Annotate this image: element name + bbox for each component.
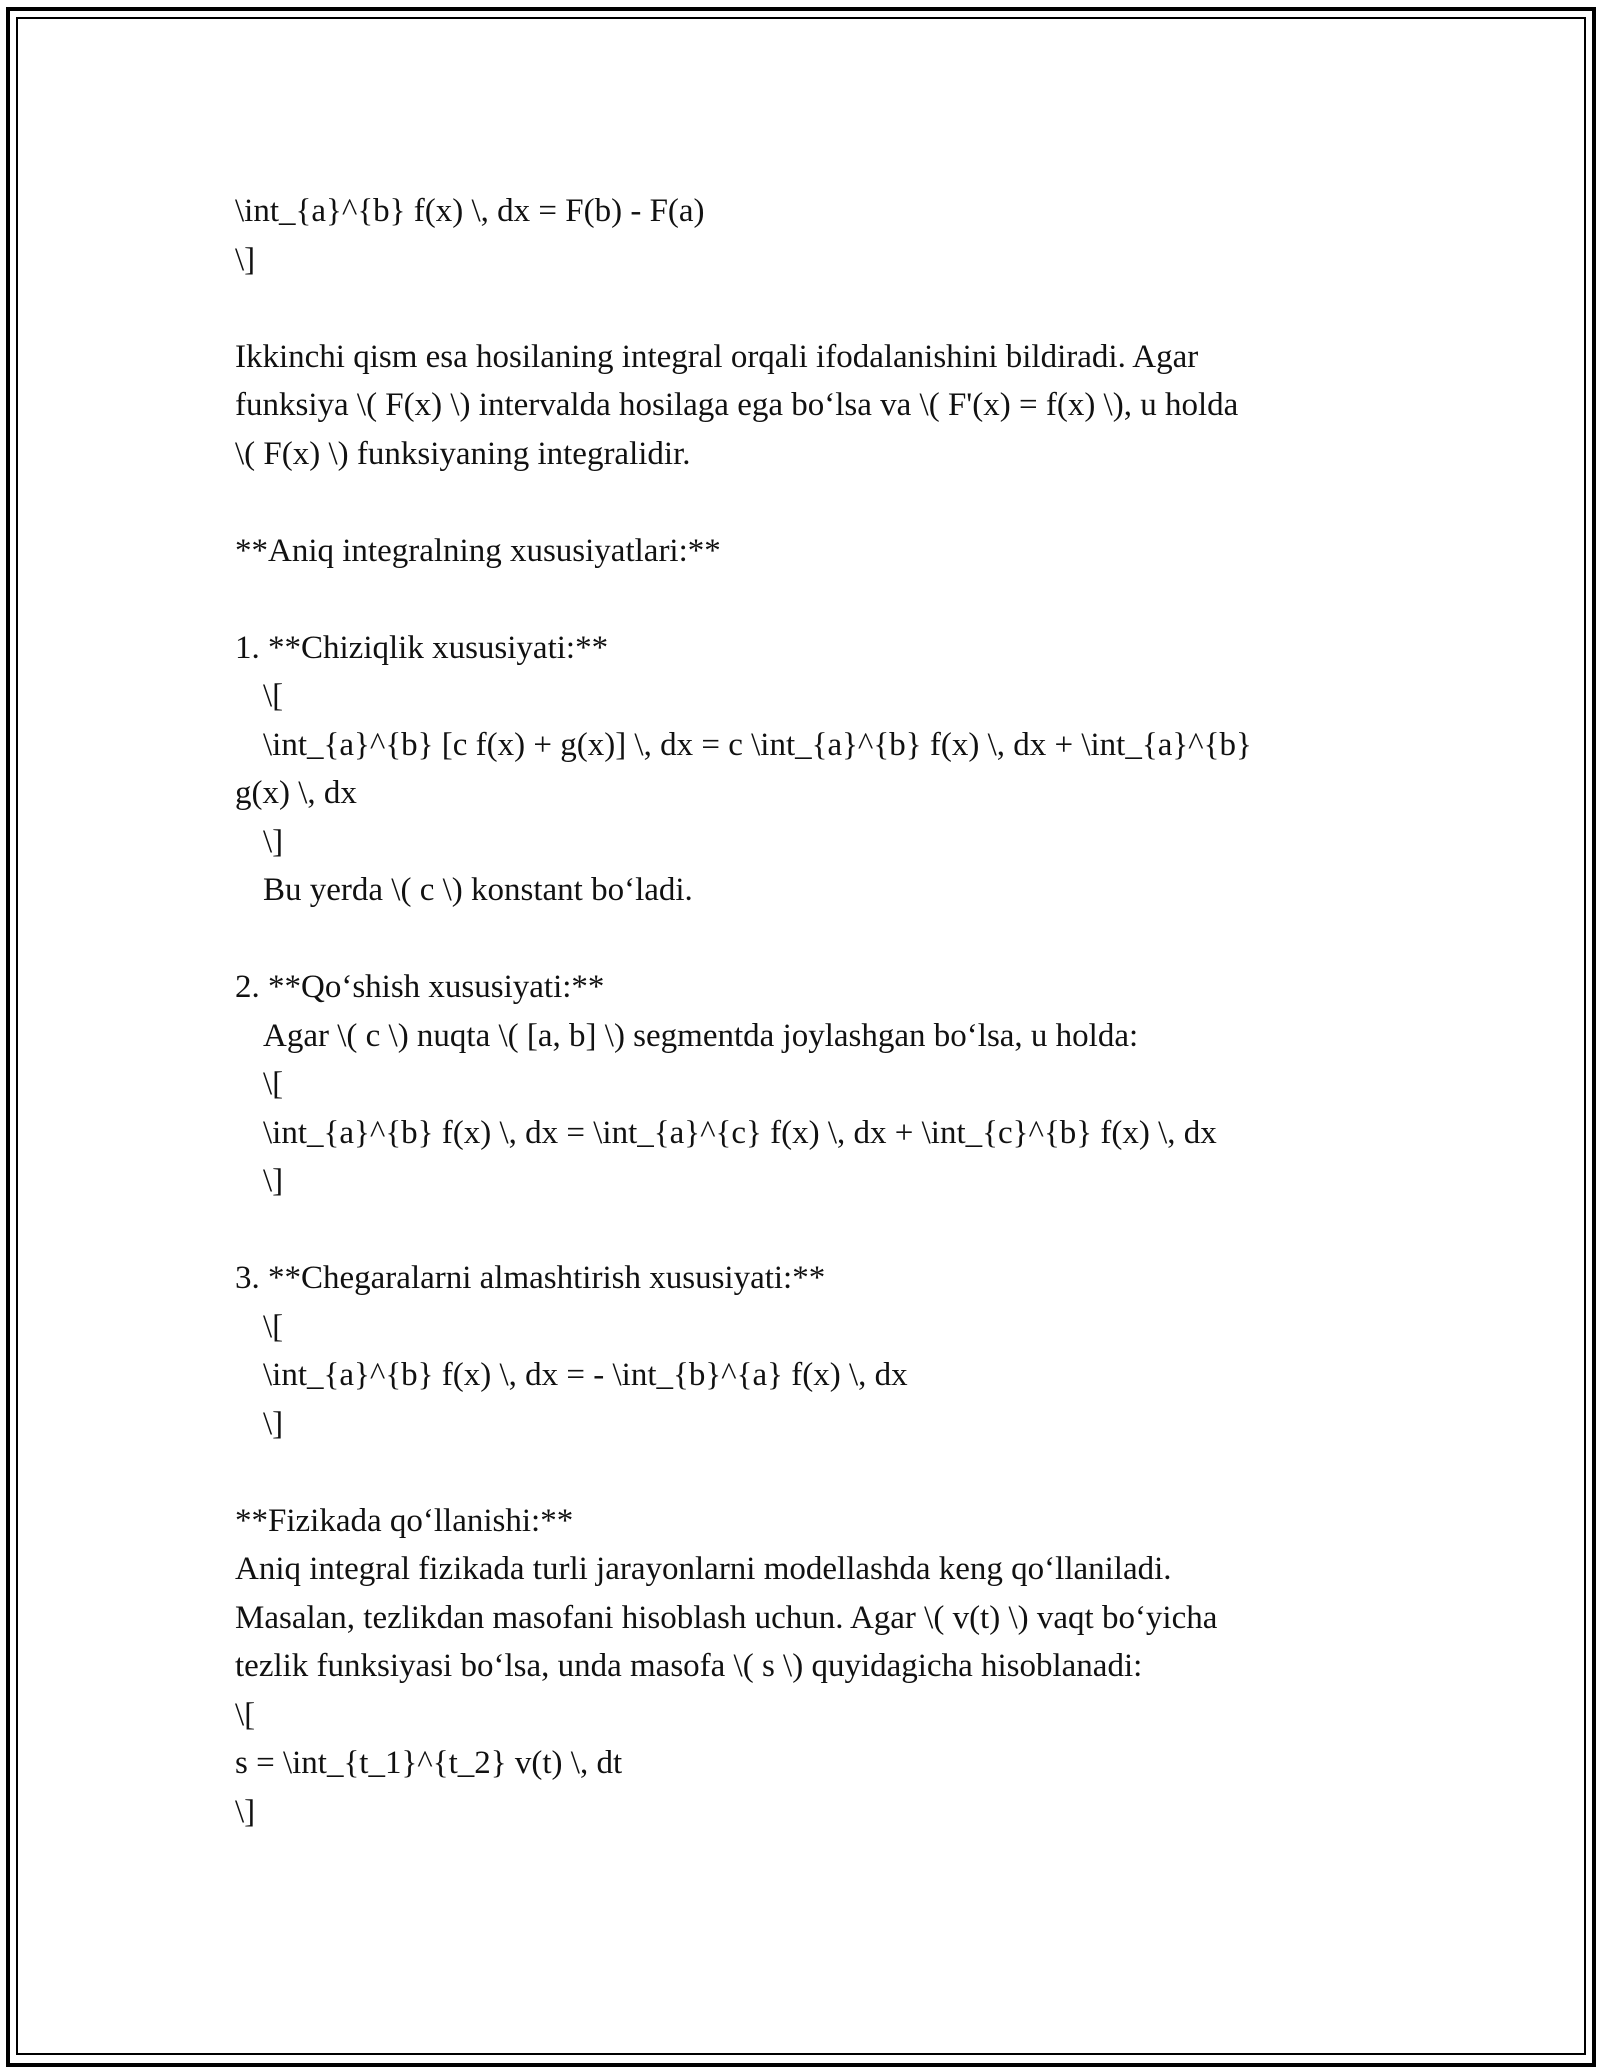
- text-line: funksiya \( F(x) \) intervalda hosilaga ega bo‘lsa va \( F'(x) = f(x) \), u holda: [235, 387, 1239, 423]
- blank-line: [235, 284, 1415, 333]
- text-line: Agar \( c \) nuqta \( [a, b] \) segmentda joylashgan bo‘lsa, u holda:: [263, 1017, 1139, 1054]
- text-line: Ikkinchi qism esa hosilaning integral orqali ifodalanishini bildiradi. Agar: [235, 338, 1199, 375]
- text-line: \int_{a}^{b} f(x) \, dx = - \int_{b}^{a} f(x) \, dx: [263, 1357, 908, 1393]
- text-line: \[: [263, 1308, 284, 1345]
- text-line: **Aniq integralning xususiyatlari:**: [235, 532, 721, 569]
- document-body: [235, 187, 1415, 1836]
- text-line: 3. **Chegaralarni almashtirish xususiyati:**: [235, 1260, 826, 1296]
- text-line: g(x) \, dx: [235, 775, 357, 811]
- text-line: \]: [235, 1793, 256, 1830]
- text-line: Aniq integral fizikada turli jarayonlarni modellashda keng qo‘llaniladi.: [235, 1551, 1172, 1587]
- text-line: \[: [263, 1066, 284, 1102]
- text-line: Bu yerda \( c \) konstant bo‘ladi.: [263, 872, 693, 908]
- text-line: **Fizikada qo‘llanishi:**: [235, 1502, 574, 1539]
- text-line: \( F(x) \) funksiyaning integralidir.: [235, 435, 691, 472]
- text-line: \]: [235, 241, 256, 278]
- blank-line: [235, 478, 1415, 527]
- text-line: s = \int_{t_1}^{t_2} v(t) \, dt: [235, 1745, 623, 1781]
- text-line: \int_{a}^{b} f(x) \, dx = F(b) - F(a): [235, 193, 705, 229]
- blank-line: [235, 1206, 1415, 1255]
- blank-line: [235, 915, 1415, 964]
- text-line: \int_{a}^{b} f(x) \, dx = \int_{a}^{c} f(x) \, dx + \int_{c}^{b} f(x) \, dx: [263, 1114, 1217, 1151]
- text-line: \]: [263, 823, 284, 860]
- text-line: \int_{a}^{b} [c f(x) + g(x)] \, dx = c \int_{a}^{b} f(x) \, dx + \int_{a}^{b}: [263, 726, 1252, 763]
- text-line: 1. **Chiziqlik xususiyati:**: [235, 629, 609, 666]
- text-line: \]: [263, 1405, 284, 1442]
- text-line: Masalan, tezlikdan masofani hisoblash uchun. Agar \( v(t) \) vaqt bo‘yicha: [235, 1599, 1218, 1636]
- blank-line: [235, 1448, 1415, 1497]
- text-line: \]: [263, 1163, 284, 1199]
- text-line: \[: [235, 1696, 256, 1733]
- text-line: tezlik funksiyasi bo‘lsa, unda masofa \( s \) quyidagicha hisoblanadi:: [235, 1648, 1143, 1684]
- text-line: \[: [263, 678, 284, 714]
- blank-line: [235, 575, 1415, 624]
- text-line: 2. **Qo‘shish xususiyati:**: [235, 969, 605, 1005]
